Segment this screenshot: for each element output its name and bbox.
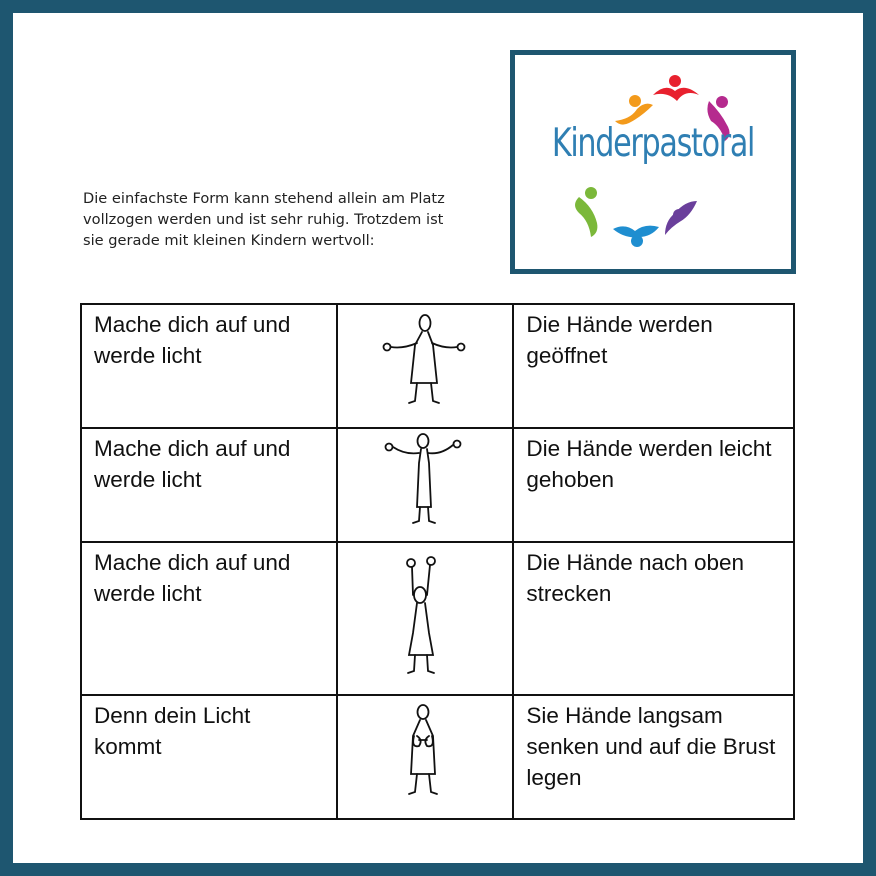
song-text-line: werde licht (94, 467, 202, 492)
action-cell (513, 695, 794, 819)
action-line: gehoben (526, 467, 615, 492)
logo-wordmark: Kinderpastoral (551, 121, 755, 166)
song-text-line: Mache dich auf und (94, 550, 291, 575)
action-line: geöffnet (526, 343, 608, 368)
action-line: legen (526, 765, 582, 790)
figure-cell (337, 304, 514, 428)
figure-cell (337, 428, 514, 542)
table-row (81, 304, 794, 428)
action-line: Die Hände nach oben (526, 550, 745, 575)
figure-arms-open-icon (365, 305, 485, 425)
intro-line: Die einfachste Form kann stehend allein am Platz (83, 190, 445, 207)
table-row (81, 542, 794, 695)
kinderpastoral-logo (510, 50, 796, 274)
action-line: Sie Hände langsam (526, 703, 723, 728)
figure-arms-raised-slightly-icon (365, 429, 485, 539)
song-text-line: Denn dein Licht kommt (94, 703, 251, 759)
song-text-line: werde licht (94, 581, 202, 606)
table-row (81, 695, 794, 819)
song-text-cell (81, 695, 337, 819)
gesture-table (80, 303, 795, 820)
song-text-cell (81, 304, 337, 428)
song-text-line: Mache dich auf und (94, 436, 291, 461)
intro-paragraph (83, 188, 508, 251)
action-cell (513, 428, 794, 542)
song-text-line: werde licht (94, 343, 202, 368)
figure-arms-up-icon (365, 543, 485, 691)
intro-line: vollzogen werden und ist sehr ruhig. Trotzdem ist (83, 211, 444, 228)
action-cell (513, 304, 794, 428)
song-text-cell (81, 428, 337, 542)
song-text-line: Mache dich auf und (94, 312, 291, 337)
action-line: Die Hände werden (526, 312, 713, 337)
table-row (81, 428, 794, 542)
action-line: Die Hände werden leicht (526, 436, 772, 461)
figure-hands-on-chest-icon (365, 696, 485, 814)
action-line: senken und auf die Brust (526, 734, 776, 759)
figure-cell (337, 542, 514, 695)
action-line: strecken (526, 581, 612, 606)
figure-cell (337, 695, 514, 819)
intro-line: sie gerade mit kleinen Kindern wertvoll: (83, 232, 375, 249)
worksheet-page (13, 13, 863, 863)
song-text-cell (81, 542, 337, 695)
action-cell (513, 542, 794, 695)
